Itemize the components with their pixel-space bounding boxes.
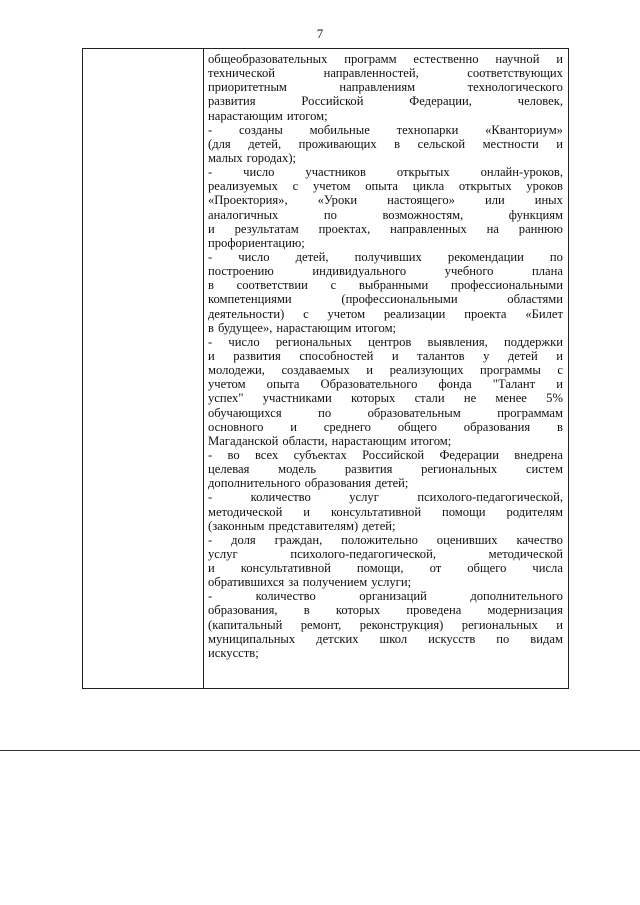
word: психолого-педагогической, (417, 490, 563, 505)
word: количество (250, 490, 311, 505)
word: научной (495, 52, 540, 66)
word: образования, (208, 603, 278, 618)
text-line (208, 618, 563, 632)
word: видам (530, 631, 563, 646)
text-line (208, 321, 563, 335)
word: модель (278, 462, 317, 477)
text-line (208, 193, 563, 207)
word: или (484, 193, 505, 208)
word: стали (414, 391, 445, 406)
word: искусств; (208, 645, 259, 660)
word: (капитальный (208, 617, 283, 632)
word: по (323, 207, 337, 222)
word: количество (255, 589, 316, 604)
text-line (208, 292, 563, 306)
text-line (208, 547, 563, 561)
text-line (208, 505, 563, 519)
word: способностей (299, 348, 374, 363)
word: искусств (428, 631, 476, 646)
text-line (208, 250, 563, 264)
word: обратившихся (208, 575, 285, 590)
word: проживающих (298, 136, 377, 151)
word: реализующих (389, 363, 464, 378)
word: настоящего» (387, 193, 455, 208)
word: «Уроки (317, 193, 358, 208)
text-line (208, 476, 563, 490)
word: положительно (341, 532, 418, 547)
word: и (391, 348, 399, 363)
word: детей; (362, 518, 396, 533)
text-line (208, 264, 563, 278)
word: организаций (359, 589, 427, 604)
word: образования (463, 419, 531, 434)
word: на (486, 221, 499, 236)
text-line (208, 179, 563, 193)
word: у (483, 348, 490, 363)
word: (для (208, 136, 231, 151)
word: и (556, 348, 563, 363)
text-line (208, 80, 563, 94)
word: учетом (327, 306, 366, 321)
text-line (208, 151, 563, 165)
word: психолого-педагогической, (290, 546, 436, 561)
word: направленностей, (323, 66, 419, 81)
word: поддержки (504, 334, 563, 349)
word: и (556, 52, 563, 66)
text-line (208, 434, 563, 448)
word: области, (282, 433, 328, 448)
word: учетом (208, 377, 246, 392)
word: систем (525, 462, 563, 477)
word: опыта (365, 179, 398, 194)
word: целевая (208, 462, 250, 477)
word: помощи (442, 504, 486, 519)
word: по (318, 405, 332, 420)
word: по (549, 249, 563, 264)
text-line (208, 406, 563, 420)
text-line (208, 462, 563, 476)
word: за (288, 575, 299, 590)
word: и (208, 561, 215, 576)
word: - (208, 447, 213, 462)
word: число (228, 334, 260, 349)
word: обучающихся (208, 405, 282, 420)
word: успех" (208, 391, 244, 406)
word: с (557, 363, 563, 378)
text-line (208, 589, 563, 603)
word: основного (208, 419, 264, 434)
word: дополнительного (470, 589, 563, 604)
word: Российской (362, 447, 425, 462)
text-line (208, 603, 563, 617)
word: методической (488, 546, 563, 561)
word: детей, (295, 249, 329, 264)
word: по (496, 631, 510, 646)
word: образования (304, 476, 372, 491)
word: среднего (323, 419, 371, 434)
word: Федерации, (409, 94, 472, 109)
word: нарастающим (331, 433, 407, 448)
word: граждан, (274, 532, 323, 547)
word: местности (482, 136, 539, 151)
word: субъектах (293, 447, 347, 462)
word: технической (208, 66, 276, 81)
word: реализации (383, 306, 446, 321)
word: получивших (354, 249, 422, 264)
word: аналогичных (208, 207, 279, 222)
word: Магаданской (208, 433, 279, 448)
word: числа (532, 561, 563, 576)
word: представителям) (268, 518, 359, 533)
table-right-cell (204, 49, 568, 688)
word: «Билет (525, 306, 563, 321)
text-line (208, 533, 563, 547)
word: в (303, 603, 310, 618)
word: программ (344, 52, 397, 66)
word: - (208, 589, 213, 604)
word: центров (368, 334, 412, 349)
word: "Талант (492, 377, 536, 392)
word: - (208, 249, 213, 264)
word: уроков (526, 179, 563, 194)
word: и (556, 136, 563, 151)
word: итогом; (410, 433, 452, 448)
word: - (208, 165, 213, 180)
word: проекта (464, 306, 507, 321)
text-line (208, 278, 563, 292)
word: малых (208, 150, 243, 165)
word: нарастающим (208, 108, 283, 123)
text-line (208, 66, 563, 80)
word: проектах, (318, 221, 371, 236)
word: плана (532, 264, 563, 279)
word: всех (254, 447, 279, 462)
word: участниками (262, 391, 332, 406)
text-line (208, 377, 563, 391)
word: - (208, 490, 213, 505)
word: технологического (467, 80, 563, 95)
word: консультативной (240, 561, 331, 576)
word: городах); (246, 150, 297, 165)
word: общего (397, 419, 437, 434)
word: и (366, 363, 374, 378)
word: построению (208, 264, 274, 279)
word: областями (507, 292, 563, 307)
word: направлениям (339, 80, 416, 95)
text-line (208, 420, 563, 434)
word: с (292, 179, 299, 194)
text-line (208, 490, 563, 504)
word: число (238, 249, 270, 264)
word: внедрена (514, 447, 563, 462)
word: деятельности) (208, 306, 285, 321)
word: и (556, 377, 563, 392)
word: в (208, 320, 214, 335)
word: менее (495, 391, 527, 406)
word: программы (480, 363, 541, 378)
text-line (208, 109, 563, 123)
word: открытых (396, 165, 450, 180)
word: методической (208, 504, 283, 519)
table-left-cell (83, 49, 204, 688)
bottom-rule (0, 750, 640, 751)
word: региональных (421, 462, 498, 477)
text-line (208, 349, 563, 363)
word: (профессиональными (341, 292, 458, 307)
word: детей (507, 348, 538, 363)
text-line (208, 448, 563, 462)
word: ремонт, (300, 617, 342, 632)
word: не (463, 391, 477, 406)
word: профессиональными (450, 278, 563, 293)
word: реализуемых (208, 179, 278, 194)
word: индивидуального (312, 264, 407, 279)
word: возможностям, (382, 207, 464, 222)
word: детей, (248, 136, 282, 151)
text-line (208, 222, 563, 236)
word: в (557, 419, 563, 434)
word: помощи, (356, 561, 404, 576)
word: создаваемых (281, 363, 350, 378)
word: итогом; (355, 320, 397, 335)
word: «Кванториум» (485, 122, 563, 137)
text-line (208, 519, 563, 533)
word: участников (305, 165, 366, 180)
word: иных (534, 193, 563, 208)
word: - (208, 532, 213, 547)
word: соответствии (236, 278, 308, 293)
word: развития (233, 348, 281, 363)
word: сельской (417, 136, 466, 151)
word: 5% (546, 391, 563, 406)
word: получением (302, 575, 368, 590)
word: будущее», (217, 320, 273, 335)
word: «Проектория», (208, 193, 288, 208)
text-line (208, 236, 563, 250)
word: технопарки (396, 122, 459, 137)
word: нарастающим (276, 320, 352, 335)
word: человек, (517, 94, 563, 109)
word: качество (516, 532, 563, 547)
word: общеобразовательных (208, 52, 328, 66)
word: услуг (349, 490, 379, 505)
word: выбранными (358, 278, 429, 293)
word: и (290, 419, 297, 434)
word: региональных (275, 334, 352, 349)
word: число (243, 165, 275, 180)
document-table (82, 48, 569, 689)
word: дополнительного (208, 476, 301, 491)
word: региональных (461, 617, 538, 632)
word: в (208, 278, 214, 293)
word: консультативной (330, 504, 422, 519)
word: программам (497, 405, 563, 420)
word: и (303, 504, 311, 519)
word: выявления, (427, 334, 488, 349)
word: муниципальных (208, 631, 296, 646)
text-line (208, 307, 563, 321)
word: развития (344, 462, 393, 477)
text-line (208, 94, 563, 108)
word: Федерации (439, 447, 499, 462)
word: проведена (406, 603, 462, 618)
word: учетом (312, 179, 351, 194)
text-line (208, 561, 563, 575)
word: модернизация (487, 603, 563, 618)
word: услуг (208, 546, 238, 561)
text-line (208, 165, 563, 179)
word: общего (467, 561, 507, 576)
word: цикла (412, 179, 445, 194)
word: с (330, 278, 337, 293)
word: раннюю (518, 221, 563, 236)
word: молодежи, (208, 363, 265, 378)
word: от (429, 561, 442, 576)
word: и (208, 221, 215, 236)
word: естественно (413, 52, 479, 66)
word: услуги; (371, 575, 412, 590)
word: учебного (444, 264, 494, 279)
word: с (303, 306, 309, 321)
text-line (208, 52, 563, 66)
word: - (208, 334, 213, 349)
word: оценивших (436, 532, 498, 547)
text-line (208, 575, 563, 589)
word: и (556, 617, 563, 632)
word: которых (351, 391, 396, 406)
word: созданы (238, 122, 283, 137)
word: реконструкция) (359, 617, 444, 632)
text-line (208, 363, 563, 377)
word: направленных (390, 221, 467, 236)
word: Образовательного (320, 377, 418, 392)
word: развития (208, 94, 256, 109)
word: и (208, 348, 215, 363)
word: школ (379, 631, 408, 646)
text-line (208, 208, 563, 222)
word: талантов (417, 348, 465, 363)
word: мобильные (309, 122, 370, 137)
text-line (208, 646, 563, 660)
word: детских (316, 631, 359, 646)
word: доля (231, 532, 256, 547)
word: фонда (438, 377, 472, 392)
word: открытых (458, 179, 512, 194)
text-line (208, 391, 563, 405)
word: компетенциями (208, 292, 292, 307)
word: опыта (266, 377, 300, 392)
word: онлайн-уроков, (480, 165, 563, 180)
word: приоритетным (208, 80, 287, 95)
page-number: 7 (316, 26, 324, 41)
word: рекомендации (447, 249, 524, 264)
word: профориентацию; (208, 235, 305, 250)
word: итогом; (286, 108, 328, 123)
text-line (208, 335, 563, 349)
word: которых (335, 603, 381, 618)
text-line (208, 123, 563, 137)
word: во (227, 447, 240, 462)
word: (законным (208, 518, 265, 533)
word: - (208, 122, 213, 137)
word: функциям (508, 207, 563, 222)
word: в (394, 136, 401, 151)
text-line (208, 632, 563, 646)
word: детей; (375, 476, 409, 491)
word: образовательным (367, 405, 461, 420)
word: Российской (301, 94, 364, 109)
word: результатам (234, 221, 299, 236)
word: родителям (506, 504, 563, 519)
word: соответствующих (467, 66, 563, 81)
text-line (208, 137, 563, 151)
